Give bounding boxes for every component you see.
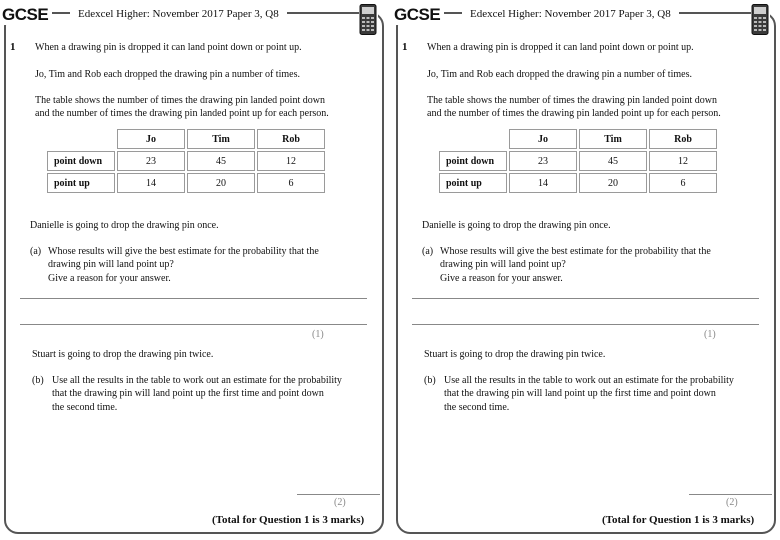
intro-text: When a drawing pin is dropped it can land point down or point up. — [427, 42, 694, 53]
answer-line[interactable] — [20, 298, 367, 299]
danielle-text: Danielle is going to drop the drawing pin once. — [30, 220, 219, 231]
table-cell: 45 — [187, 151, 255, 171]
column-header-jo: Jo — [509, 129, 577, 149]
part-a-label: (a) — [30, 246, 42, 257]
table-row — [47, 151, 325, 171]
part-b-marks: (2) — [334, 497, 346, 508]
table-cell: 6 — [649, 173, 717, 193]
table-row — [47, 173, 325, 193]
part-b-line-1: Use all the results in the table to work out an estimate for the probability — [52, 375, 342, 386]
table-description-1: The table shows the number of times the drawing pin landed point down — [427, 95, 717, 106]
table-cell: 45 — [579, 151, 647, 171]
part-b-label: (b) — [32, 375, 44, 386]
table-cell: 12 — [257, 151, 325, 171]
table-row — [439, 173, 717, 193]
table-cell: 6 — [257, 173, 325, 193]
table-corner — [439, 129, 507, 149]
part-a-line-1: Whose results will give the best estimate for the probability that the — [48, 246, 319, 257]
answer-line[interactable] — [412, 298, 759, 299]
results-table — [45, 127, 327, 195]
table-header-row — [439, 129, 717, 149]
stuart-text: Stuart is going to drop the drawing pin twice. — [424, 349, 606, 360]
table-header-row — [47, 129, 325, 149]
question-number: 1 — [10, 41, 16, 53]
row-header-point-up: point up — [439, 173, 507, 193]
table-cell: 14 — [117, 173, 185, 193]
calculator-icon — [751, 4, 770, 36]
calculator-icon — [359, 4, 378, 36]
results-table — [437, 127, 719, 195]
table-description-2: and the number of times the drawing pin landed point up for each person. — [427, 108, 721, 119]
part-b-marks: (2) — [726, 497, 738, 508]
part-a-line-3: Give a reason for your answer. — [440, 273, 563, 284]
intro-text: When a drawing pin is dropped it can land point down or point up. — [35, 42, 302, 53]
part-b-line-1: Use all the results in the table to work out an estimate for the probability — [444, 375, 734, 386]
part-a-label: (a) — [422, 246, 434, 257]
part-a-marks: (1) — [312, 329, 324, 340]
gcse-logo: GCSE — [394, 5, 444, 25]
table-cell: 23 — [509, 151, 577, 171]
exam-source: Edexcel Higher: November 2017 Paper 3, Q8 — [462, 8, 679, 20]
stuart-text: Stuart is going to drop the drawing pin twice. — [32, 349, 214, 360]
danielle-text: Danielle is going to drop the drawing pin once. — [422, 220, 611, 231]
column-header-jo: Jo — [117, 129, 185, 149]
total-marks: (Total for Question 1 is 3 marks) — [212, 514, 365, 526]
part-a-line-1: Whose results will give the best estimate for the probability that the — [440, 246, 711, 257]
part-b-line-3: the second time. — [444, 402, 510, 413]
part-a-marks: (1) — [704, 329, 716, 340]
column-header-rob: Rob — [257, 129, 325, 149]
part-b-line-2: that the drawing pin will land point up the first time and point down — [444, 388, 716, 399]
table-description-2: and the number of times the drawing pin landed point up for each person. — [35, 108, 329, 119]
worksheet-right — [392, 0, 780, 540]
part-a-line-3: Give a reason for your answer. — [48, 273, 171, 284]
table-cell: 20 — [187, 173, 255, 193]
answer-line[interactable] — [20, 324, 367, 325]
part-a-line-2: drawing pin will land point up? — [440, 259, 566, 270]
part-b-line-3: the second time. — [52, 402, 118, 413]
table-row — [439, 151, 717, 171]
row-header-point-down: point down — [439, 151, 507, 171]
exam-source: Edexcel Higher: November 2017 Paper 3, Q8 — [70, 8, 287, 20]
answer-line[interactable] — [297, 494, 380, 495]
answer-line[interactable] — [412, 324, 759, 325]
row-header-point-up: point up — [47, 173, 115, 193]
table-cell: 20 — [579, 173, 647, 193]
table-corner — [47, 129, 115, 149]
people-text: Jo, Tim and Rob each dropped the drawing pin a number of times. — [427, 69, 692, 80]
total-marks: (Total for Question 1 is 3 marks) — [602, 514, 755, 526]
column-header-rob: Rob — [649, 129, 717, 149]
part-a-line-2: drawing pin will land point up? — [48, 259, 174, 270]
table-cell: 23 — [117, 151, 185, 171]
column-header-tim: Tim — [579, 129, 647, 149]
table-cell: 14 — [509, 173, 577, 193]
people-text: Jo, Tim and Rob each dropped the drawing pin a number of times. — [35, 69, 300, 80]
answer-line[interactable] — [689, 494, 772, 495]
part-b-line-2: that the drawing pin will land point up the first time and point down — [52, 388, 324, 399]
row-header-point-down: point down — [47, 151, 115, 171]
column-header-tim: Tim — [187, 129, 255, 149]
table-description-1: The table shows the number of times the drawing pin landed point down — [35, 95, 325, 106]
part-b-label: (b) — [424, 375, 436, 386]
gcse-logo: GCSE — [2, 5, 52, 25]
question-number: 1 — [402, 41, 408, 53]
worksheet-left — [0, 0, 388, 540]
table-cell: 12 — [649, 151, 717, 171]
